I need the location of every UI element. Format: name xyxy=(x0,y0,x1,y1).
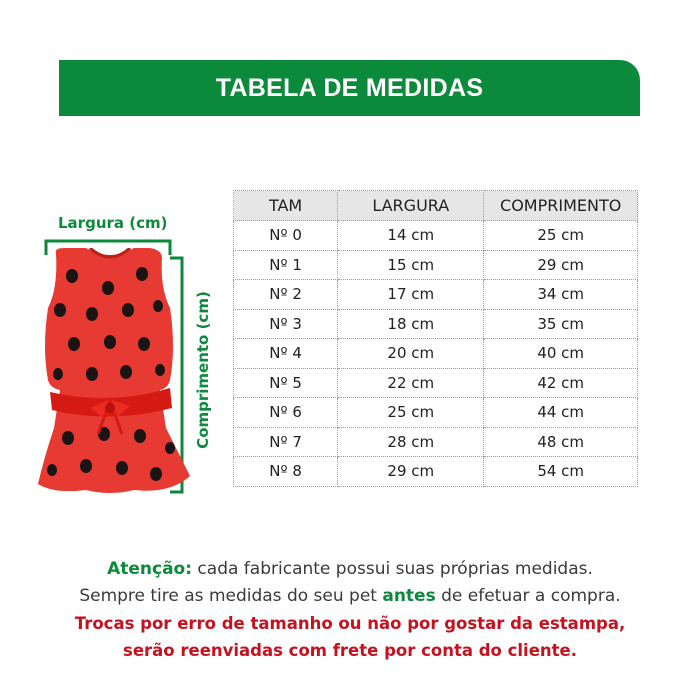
cell-length: 44 cm xyxy=(484,398,638,428)
cell-length: 54 cm xyxy=(484,457,638,487)
attention-label: Atenção: xyxy=(107,559,193,579)
title-banner xyxy=(59,60,640,116)
instruction-after: de efetuar a compra. xyxy=(435,586,621,606)
cell-length: 34 cm xyxy=(484,280,638,310)
cell-width: 15 cm xyxy=(338,250,484,280)
cell-length: 48 cm xyxy=(484,427,638,457)
attention-line xyxy=(0,556,700,583)
table-row xyxy=(234,221,638,251)
dress-image xyxy=(30,248,190,498)
table-header-row xyxy=(234,191,638,221)
instruction-emphasis: antes xyxy=(382,586,436,606)
cell-size: Nº 8 xyxy=(234,457,338,487)
cell-length: 25 cm xyxy=(484,221,638,251)
size-table xyxy=(233,190,638,487)
cell-width: 14 cm xyxy=(338,221,484,251)
cell-width: 18 cm xyxy=(338,309,484,339)
table-row xyxy=(234,309,638,339)
cell-size: Nº 6 xyxy=(234,398,338,428)
exchange-warning-line-2: serão reenviadas com frete por conta do cliente. xyxy=(123,641,577,660)
cell-length: 40 cm xyxy=(484,339,638,369)
cell-size: Nº 4 xyxy=(234,339,338,369)
cell-size: Nº 0 xyxy=(234,221,338,251)
cell-size: Nº 7 xyxy=(234,427,338,457)
cell-size: Nº 5 xyxy=(234,368,338,398)
length-label: Comprimento (cm) xyxy=(194,291,212,449)
attention-text: cada fabricante possui suas próprias medidas. xyxy=(192,559,593,579)
table-row xyxy=(234,280,638,310)
cell-width: 28 cm xyxy=(338,427,484,457)
cell-width: 17 cm xyxy=(338,280,484,310)
header-width: LARGURA xyxy=(338,191,484,221)
table-row xyxy=(234,398,638,428)
page-title: TABELA DE MEDIDAS xyxy=(215,73,484,102)
exchange-warning-line-1: Trocas por erro de tamanho ou não por gostar da estampa, xyxy=(74,614,626,633)
cell-width: 22 cm xyxy=(338,368,484,398)
instruction-line xyxy=(0,583,700,610)
cell-width: 25 cm xyxy=(338,398,484,428)
table-row xyxy=(234,457,638,487)
table-row xyxy=(234,339,638,369)
cell-size: Nº 3 xyxy=(234,309,338,339)
table-row xyxy=(234,427,638,457)
table-row xyxy=(234,250,638,280)
table-row xyxy=(234,368,638,398)
cell-length: 35 cm xyxy=(484,309,638,339)
cell-length: 29 cm xyxy=(484,250,638,280)
cell-size: Nº 1 xyxy=(234,250,338,280)
header-length: COMPRIMENTO xyxy=(484,191,638,221)
cell-length: 42 cm xyxy=(484,368,638,398)
notes-block xyxy=(0,556,700,664)
cell-size: Nº 2 xyxy=(234,280,338,310)
instruction-before: Sempre tire as medidas do seu pet xyxy=(79,586,383,606)
cell-width: 29 cm xyxy=(338,457,484,487)
cell-width: 20 cm xyxy=(338,339,484,369)
header-size: TAM xyxy=(234,191,338,221)
width-label: Largura (cm) xyxy=(58,214,168,232)
